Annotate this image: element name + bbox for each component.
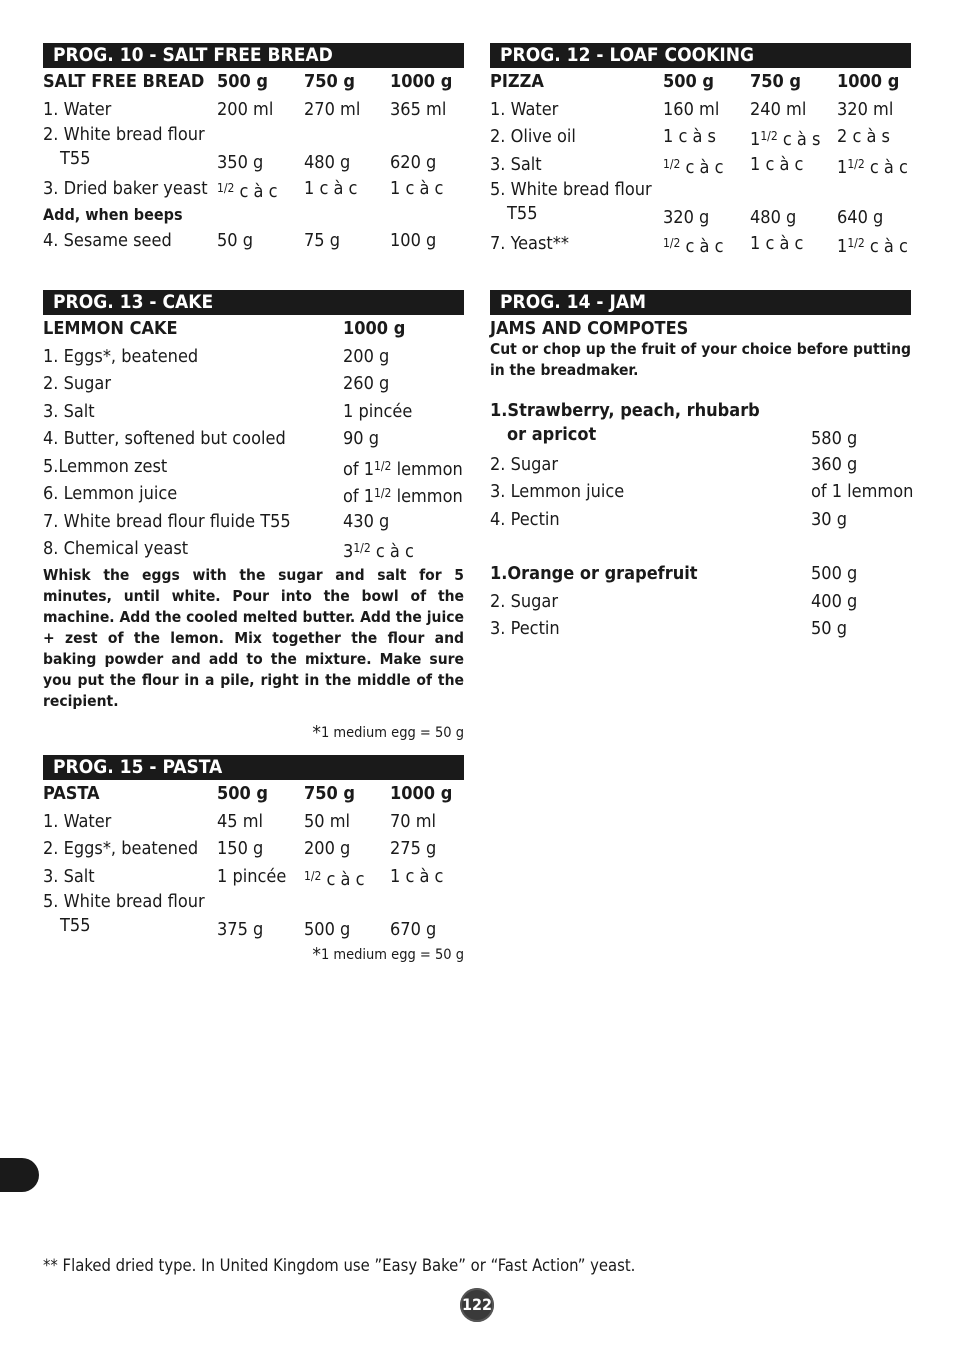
table-row (490, 178, 911, 230)
fraction: 1/2 (663, 156, 681, 171)
prog15-section (43, 755, 464, 966)
prog14-section (490, 290, 914, 643)
ingredient-amount: $^{1/2}$ c à c (304, 868, 365, 890)
table-row (43, 508, 464, 536)
group-name-cont: or apricot (507, 423, 597, 445)
table-row (490, 451, 911, 479)
table-row (43, 370, 464, 398)
ingredient-amount: 240 ml (750, 98, 807, 120)
ingredient-amount: 320 ml (837, 98, 894, 120)
table-row (43, 123, 464, 175)
ingredient-amount: 350 g (217, 152, 264, 173)
ingredient-amount: 1 c à c (304, 178, 358, 199)
ingredient-amount: $^{1/2}$ c à c (217, 181, 278, 202)
fraction: 1/2 (374, 458, 392, 473)
add-when-beeps-note: Add, when beeps (43, 204, 183, 224)
fraction: 1/2 (217, 181, 235, 195)
ingredient-amount: 70 ml (390, 810, 437, 832)
table-row (490, 506, 911, 534)
ingredient-name: 1. Water (490, 98, 559, 120)
ingredient-amount: 480 g (750, 207, 797, 228)
ingredient-amount: 160 ml (663, 98, 720, 120)
prog13-table (43, 315, 464, 563)
ingredient-amount: 430 g (343, 510, 390, 532)
table-row (43, 425, 464, 453)
ingredient-amount: 200 g (304, 838, 351, 859)
ingredient-amount: 2 c à s (837, 126, 890, 147)
table-row (43, 808, 464, 836)
prog10-title: PROG. 10 - SALT FREE BREAD (43, 43, 464, 68)
column-header: LEMMON CAKE (43, 318, 178, 339)
ingredient-amount: 1 pincée (217, 865, 287, 887)
ingredient-amount: 200 g (343, 345, 390, 367)
column-header: 1000 g (837, 71, 900, 92)
ingredient-amount: 50 g (811, 618, 848, 639)
ingredient-amount: of $1^{1/2}$ lemmon (343, 458, 463, 480)
table-row (43, 398, 464, 426)
fraction: 1/2 (663, 236, 681, 250)
prog12-section (490, 43, 911, 258)
ingredient-amount: 1 c à c (390, 865, 444, 887)
table-row (43, 863, 464, 891)
ingredient-amount: 320 g (663, 207, 710, 228)
ingredient-amount: 270 ml (304, 98, 361, 120)
ingredient-name: 3. Salt (490, 153, 542, 175)
table-row (43, 175, 464, 203)
table-header (43, 315, 464, 343)
ingredient-amount: 30 g (811, 508, 848, 530)
table-row (43, 835, 464, 863)
ingredient-amount: $1^{1/2}$ c à s (750, 129, 821, 150)
ingredient-name: 1. Eggs*, beatened (43, 345, 199, 367)
table-row (43, 227, 464, 255)
ingredient-amount: 50 g (217, 229, 254, 251)
group-name: 1.Strawberry, peach, rhubarb or apricot (490, 399, 760, 445)
ingredient-amount: 400 g (811, 590, 858, 612)
ingredient-name: 3. Pectin (490, 618, 560, 639)
ingredient-name-cont: T55 (507, 203, 538, 224)
ingredient-name: 5. White bread flour T55 (43, 891, 205, 936)
ingredient-amount: of $1^{1/2}$ lemmon (343, 486, 463, 507)
ingredient-amount: 45 ml (217, 810, 264, 832)
ingredient-amount: 365 ml (390, 98, 447, 120)
prog15-table (43, 780, 464, 942)
ingredient-amount: 150 g (217, 838, 264, 859)
ingredient-amount: 500 g (304, 919, 351, 940)
column-header: 750 g (304, 783, 356, 804)
table-row (43, 343, 464, 371)
prog14-subtitle: JAMS AND COMPOTES (490, 318, 689, 339)
yeast-footnote: ** Flaked dried type. In United Kingdom use ”Easy Bake” or “Fast Action” yeast. (43, 1256, 636, 1275)
table-row (490, 96, 911, 124)
ingredient-amount: $1^{1/2}$ c à c (837, 156, 908, 178)
column-header: 500 g (663, 71, 715, 92)
column-header: 750 g (304, 71, 356, 92)
column-header: 1000 g (343, 318, 406, 339)
table-header (43, 780, 464, 808)
prog13-footnote: *1 medium egg = 50 g (312, 721, 464, 744)
table-row (43, 480, 464, 508)
ingredient-name: 4. Butter, softened but cooled (43, 428, 286, 449)
column-header: PIZZA (490, 71, 544, 92)
ingredient-amount: $3^{1/2}$ c à c (343, 541, 414, 562)
prog15-title: PROG. 15 - PASTA (43, 755, 464, 780)
ingredient-amount: 375 g (217, 919, 264, 940)
table-row (490, 588, 911, 616)
group-name: 1.Orange or grapefruit (490, 563, 698, 584)
ingredient-name-cont: T55 (60, 915, 91, 936)
ingredient-amount: 360 g (811, 453, 858, 475)
jam-group-header (490, 399, 911, 451)
ingredient-amount: 50 ml (304, 810, 351, 832)
table-row (43, 96, 464, 124)
table-row (43, 535, 464, 563)
ingredient-name: 5. White bread flour T55 (490, 179, 652, 224)
column-header: 1000 g (390, 71, 453, 92)
ingredient-amount: 1 c à c (750, 153, 804, 175)
ingredient-amount: 670 g (390, 919, 437, 940)
ingredient-amount: 1 c à c (390, 178, 444, 199)
page-number: 122 (460, 1288, 494, 1322)
ingredient-name: 3. Dried baker yeast (43, 178, 208, 199)
prog13-instructions: Whisk the eggs with the sugar and salt for 5 minutes, until white. Pour into the bowl of the machine. Add the cooled melted butter. Add the juice + zest of the lemon. Mix together the flour and baking powder and add to the mixture. Make sure you put the flour in a pile, right in the middle of the recipient. (43, 565, 464, 710)
table-row (490, 151, 911, 179)
ingredient-name: 2. Sugar (490, 590, 558, 612)
ingredient-amount: 1 c à c (750, 233, 804, 254)
prog14-group-2 (490, 560, 911, 643)
ingredient-name: 3. Salt (43, 865, 95, 887)
jam-group-header (490, 560, 911, 588)
ingredient-name: 3. Lemmon juice (490, 481, 625, 502)
table-header (490, 68, 911, 96)
ingredient-name: 5.Lemmon zest (43, 455, 168, 477)
ingredient-amount: $^{1/2}$ c à c (663, 156, 724, 178)
column-header: 750 g (750, 71, 802, 92)
fraction: 1/2 (353, 541, 371, 555)
prog10-section (43, 43, 464, 254)
prog14-note: Cut or chop up the fruit of your choice before putting in the breadmaker. (490, 339, 911, 379)
table-row (43, 890, 464, 942)
ingredient-amount: 500 g (811, 563, 858, 584)
ingredient-amount: 260 g (343, 373, 390, 394)
ingredient-amount: 200 ml (217, 98, 274, 120)
prog13-section (43, 290, 464, 744)
ingredient-amount: 580 g (811, 427, 858, 449)
ingredient-name: 4. Sesame seed (43, 229, 172, 251)
ingredient-name: 4. Pectin (490, 508, 560, 530)
ingredient-amount: $1^{1/2}$ c à c (837, 236, 908, 257)
prog15-footnote: *1 medium egg = 50 g (312, 944, 464, 966)
prog10-table (43, 68, 464, 254)
column-header: PASTA (43, 783, 100, 804)
ingredient-name: 6. Lemmon juice (43, 483, 178, 504)
prog14-title: PROG. 14 - JAM (490, 290, 911, 315)
ingredient-amount: of 1 lemmon (811, 481, 914, 502)
column-header: 500 g (217, 783, 269, 804)
page-edge-tab (0, 1158, 39, 1192)
ingredient-amount: 90 g (343, 428, 380, 449)
column-header: SALT FREE BREAD (43, 71, 205, 92)
fraction: 1/2 (847, 156, 865, 171)
fraction: 1/2 (304, 868, 322, 883)
ingredient-name: 2. Eggs*, beatened (43, 838, 199, 859)
table-row (490, 230, 911, 258)
ingredient-name: 2. Sugar (43, 373, 111, 394)
ingredient-amount: 640 g (837, 207, 884, 228)
table-row (490, 478, 914, 506)
table-header (43, 68, 464, 96)
fraction: 1/2 (374, 486, 392, 500)
ingredient-amount: 1 c à s (663, 126, 716, 147)
prog12-table (490, 68, 911, 258)
table-row (490, 123, 911, 151)
fraction: 1/2 (760, 129, 778, 143)
ingredient-name: 2. Olive oil (490, 126, 576, 147)
ingredient-amount: 275 g (390, 838, 437, 859)
ingredient-amount: 1 pincée (343, 400, 413, 422)
ingredient-name: 2. White bread flour T55 (43, 124, 205, 169)
ingredient-name: 7. White bread flour fluide T55 (43, 510, 291, 532)
ingredient-name-cont: T55 (60, 148, 91, 169)
prog13-title: PROG. 13 - CAKE (43, 290, 464, 315)
column-header: 1000 g (390, 783, 453, 804)
ingredient-name: 3. Salt (43, 400, 95, 422)
ingredient-name: 1. Water (43, 98, 112, 120)
fraction: 1/2 (847, 236, 865, 250)
table-row (490, 615, 911, 643)
table-row (43, 453, 464, 481)
ingredient-amount: 620 g (390, 152, 437, 173)
ingredient-name: 7. Yeast** (490, 233, 569, 254)
prog14-group-1 (490, 399, 914, 534)
ingredient-amount: 75 g (304, 229, 341, 251)
ingredient-name: 1. Water (43, 810, 112, 832)
prog12-title: PROG. 12 - LOAF COOKING (490, 43, 911, 68)
column-header: 500 g (217, 71, 269, 92)
ingredient-name: 2. Sugar (490, 453, 558, 475)
ingredient-amount: 100 g (390, 229, 437, 251)
ingredient-name: 8. Chemical yeast (43, 538, 189, 559)
ingredient-amount: 480 g (304, 152, 351, 173)
ingredient-amount: $^{1/2}$ c à c (663, 236, 724, 257)
